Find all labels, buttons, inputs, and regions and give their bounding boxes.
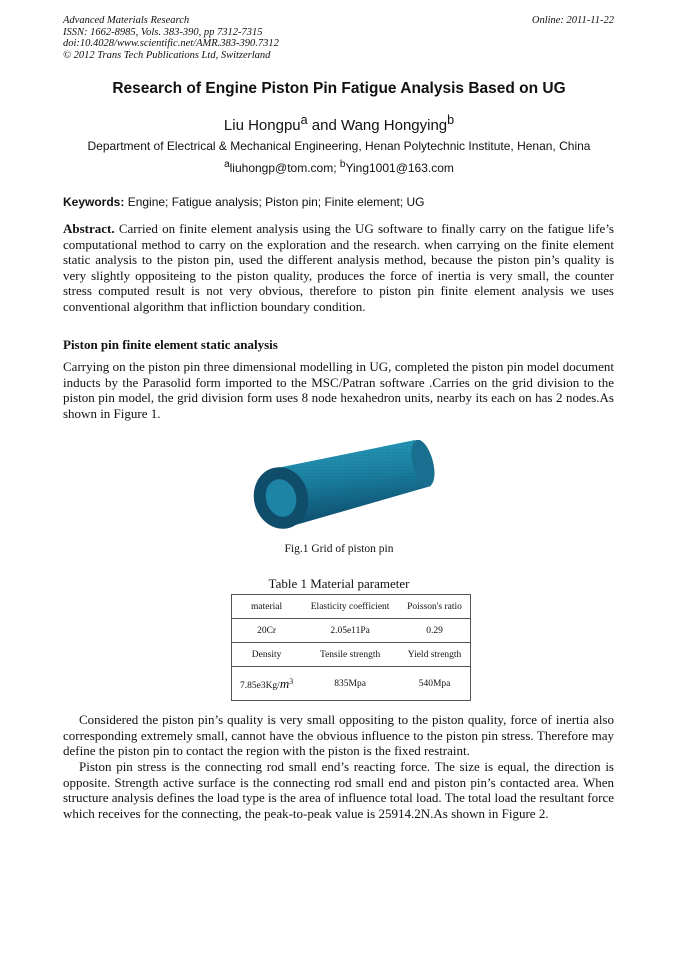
abstract-text: Carried on finite element analysis using the UG software to finally carry on the fatigue life’s computational method to carry on the exploration and the research. when carrying on the finite element static analysis to the piston pin, used the different analysis method, because the piston pin’s quality is very slightly oppositeing to the piston quality, produces the force of inertia is very small, the counter stress computed result is not very obvious, therefore to piston pin finite element analysis we uses conventional algorithm that infliction boundary condition. [63, 221, 614, 314]
table-row [232, 643, 471, 667]
table-cell: Elasticity coefficient [301, 595, 399, 619]
table-row [232, 595, 471, 619]
table-cell: 20Cr [232, 619, 302, 643]
author-2: Wang Hongying [340, 117, 448, 134]
paragraph-2: Considered the piston pin’s quality is very small oppositing to the piston quality, force of inertia also corresponding extremely small, cannot have the obvious influence to the piston pin stress. Therefore may define the piston pin to contact the region with the piston is the fixed restraint. [63, 712, 614, 759]
email-2-sup: b [339, 159, 346, 170]
piston-pin-figure [245, 440, 435, 545]
email-1-sup: a [224, 159, 230, 170]
table-cell: Yield strength [399, 643, 470, 667]
paragraph-1: Carrying on the piston pin three dimensional modelling in UG, completed the piston pin model document inducts by the Parasolid form imported to the MSC/Patran software .Carries on the grid division to the piston pin model, the grid division form uses 8 node hexahedron units, nearby its each on has 2 nodes.As shown in Figure 1. [63, 359, 614, 421]
author-conjunction: and [307, 117, 341, 134]
author-2-sup: b [447, 113, 455, 127]
online-date: Online: 2011-11-22 [531, 15, 614, 26]
email-2: Ying1001@163.com [345, 161, 454, 175]
author-1: Liu Hongpu [223, 117, 301, 134]
table-row [232, 667, 471, 701]
paragraph-3: Piston pin stress is the connecting rod small end’s reacting force. The size is equal, the direction is opposite. Strength active surface is the connecting rod small end and piston pin’s contacted area. When structure analysis defines the load type is the area of influence total load. The total load the resultant force which receives for the connecting, the peak-to-peak value is 25914.2N.As shown in Figure 2. [63, 759, 614, 821]
material-table [231, 594, 471, 701]
abstract [63, 221, 614, 315]
figure-caption: Fig.1 Grid of piston pin [284, 543, 394, 555]
keywords [63, 195, 425, 209]
table-cell [232, 667, 302, 701]
table-caption: Table 1 Material parameter [268, 576, 410, 591]
author-1-sup: a [300, 113, 308, 127]
table-row [232, 619, 471, 643]
table-cell: Poisson's ratio [399, 595, 470, 619]
affiliation: Department of Electrical & Mechanical Engineering, Henan Polytechnic Institute, Henan, China [87, 139, 591, 153]
table-cell: Tensile strength [301, 643, 399, 667]
density-value: 7.85e3Kg/ [239, 680, 280, 691]
paper-title: Research of Engine Piston Pin Fatigue Analysis Based on UG [112, 80, 566, 97]
density-exponent: 3 [289, 676, 294, 686]
copyright: © 2012 Trans Tech Publications Ltd, Switzerland [63, 49, 271, 61]
email-1: liuhongp@tom.com; [229, 161, 340, 175]
section-heading: Piston pin finite element static analysis [63, 337, 278, 352]
table-cell: 2.05e11Pa [301, 619, 399, 643]
density-unit: m [279, 675, 290, 691]
table-cell: Density [232, 643, 302, 667]
keywords-label: Keywords: [63, 195, 125, 209]
abstract-label: Abstract. [63, 221, 115, 236]
table-cell: 835Mpa [301, 667, 399, 701]
table-cell: 0.29 [399, 619, 470, 643]
table-cell: 540Mpa [399, 667, 470, 701]
table-cell: material [232, 595, 302, 619]
doi: doi:10.4028/www.scientific.net/AMR.383-390.7312 [63, 38, 279, 49]
authors [0, 113, 678, 134]
keywords-text: Engine; Fatigue analysis; Piston pin; Finite element; UG [124, 195, 425, 209]
issn: ISSN: 1662-8985, Vols. 383-390, pp 7312-7315 [63, 26, 263, 38]
journal-name: Advanced Materials Research [63, 15, 190, 26]
emails [0, 159, 678, 175]
journal-header [63, 15, 279, 61]
